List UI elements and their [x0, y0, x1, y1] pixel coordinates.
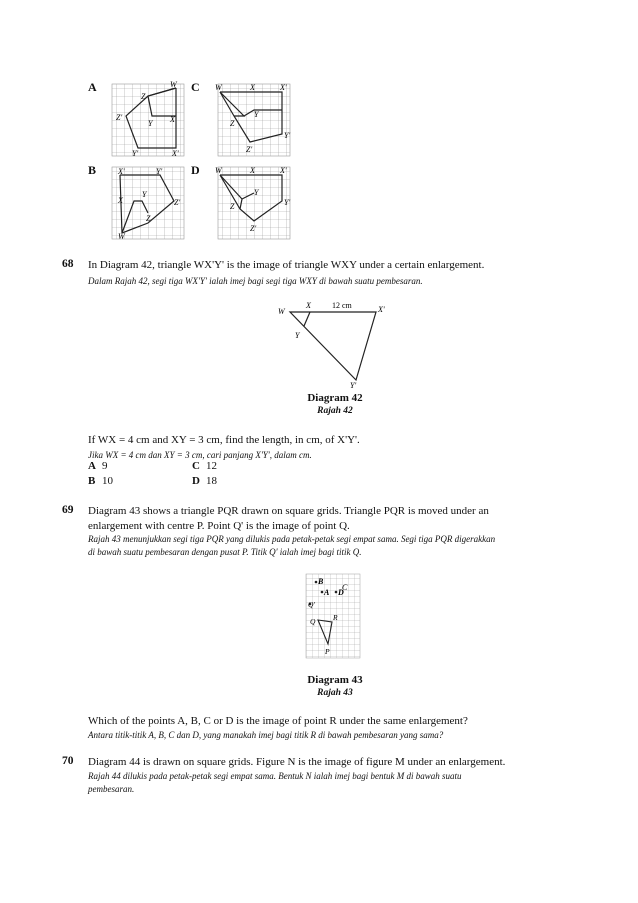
point-a: A [324, 588, 330, 597]
label-xp: X' [118, 167, 125, 176]
length-label: 12 cm [332, 301, 352, 310]
q67-option-c-label[interactable]: C [191, 80, 200, 94]
option-letter: A [88, 460, 96, 472]
q67-option-d-label[interactable]: D [191, 163, 200, 177]
label-x: X [118, 196, 123, 205]
label-z: Z [141, 92, 146, 101]
q70-text-en: Diagram 44 is drawn on square grids. Figure N is the image of figure M under an enlargement. [88, 756, 506, 768]
label-y: Y [254, 188, 259, 197]
label-y: Y [295, 331, 300, 340]
option-letter: C [192, 460, 200, 472]
q68-question-ms: Jika WX = 4 cm dan XY = 3 cm, cari panjang X'Y', dalam cm. [88, 450, 312, 460]
label-yp: Y' [284, 131, 291, 140]
q70-text-ms-2: pembesaran. [88, 784, 135, 794]
diagram-43-caption: Diagram 43 [307, 674, 363, 686]
label-zp: Z' [250, 224, 257, 233]
point-c: C [342, 583, 348, 592]
label-z: Z [146, 214, 151, 223]
diagram-43-caption-ms: Rajah 43 [317, 688, 353, 698]
label-x: X [306, 301, 311, 310]
q67-grid-b [108, 163, 192, 243]
label-x: X [250, 166, 255, 175]
label-y: Y [254, 110, 259, 119]
q67-grid-d [214, 163, 298, 243]
label-xp: X' [280, 166, 287, 175]
q69-text-ms-2: di bawah suatu pembesaran dengan pusat P. Titik Q' ialah imej bagi titik Q. [88, 547, 362, 557]
label-w: W [278, 307, 285, 316]
label-x: X [170, 115, 175, 124]
option-letter: D [192, 475, 200, 487]
point-r: R [333, 613, 338, 622]
q68-option-d[interactable] [192, 475, 217, 487]
option-letter: B [88, 475, 96, 487]
q68-text-ms: Dalam Rajah 42, segi tiga WX'Y' ialah imej bagi segi tiga WXY di bawah suatu pembesaran. [88, 276, 423, 286]
option-value: 10 [102, 475, 113, 487]
q68-question-en: If WX = 4 cm and XY = 3 cm, find the length, in cm, of X'Y'. [88, 434, 360, 446]
point-qp: Q' [308, 600, 316, 609]
label-zp: Z' [116, 113, 123, 122]
q69-text-en-1: Diagram 43 shows a triangle PQR drawn on square grids. Triangle PQR is moved under an [88, 505, 489, 517]
option-value: 12 [206, 460, 217, 472]
q67-grid-c [214, 80, 298, 160]
q69-number: 69 [62, 504, 74, 516]
q70-number: 70 [62, 755, 74, 767]
option-value: 9 [102, 460, 108, 472]
q67-option-a-label[interactable]: A [88, 80, 97, 94]
label-xp: X' [280, 83, 287, 92]
label-z: Z [230, 202, 235, 211]
q68-option-c[interactable] [192, 460, 217, 472]
q69-text-ms-1: Rajah 43 menunjukkan segi tiga PQR yang dilukis pada petak-petak segi empat sama. Segi tiga PQR digerakkan [88, 534, 496, 544]
q69-question-en: Which of the points A, B, C or D is the image of point R under the same enlargement? [88, 715, 468, 727]
diagram-42-caption: Diagram 42 [307, 392, 363, 404]
label-w: W [170, 80, 177, 89]
label-y: Y [142, 190, 147, 199]
point-q: Q [310, 617, 316, 626]
label-x: X [250, 83, 255, 92]
label-w: W [215, 83, 222, 92]
q68-text-en: In Diagram 42, triangle WX'Y' is the image of triangle WXY under a certain enlargement. [88, 259, 485, 271]
label-yp: Y' [350, 381, 357, 388]
q68-option-a[interactable] [88, 460, 108, 472]
q68-number: 68 [62, 258, 74, 270]
q69-text-en-2: enlargement with centre P. Point Q' is the image of point Q. [88, 520, 350, 532]
q68-option-b[interactable] [88, 475, 113, 487]
point-p: P [325, 647, 330, 656]
q67-grid-a [108, 80, 192, 160]
label-xp: X' [172, 149, 179, 158]
q69-question-ms: Antara titik-titik A, B, C dan D, yang manakah imej bagi titik R di bawah pembesaran yang sama? [88, 730, 444, 740]
label-z: Z [230, 119, 235, 128]
diagram-43 [300, 572, 364, 660]
label-w: W [215, 166, 222, 175]
label-yp: Y' [132, 149, 139, 158]
q67-option-b-label[interactable]: B [88, 163, 97, 177]
label-zp: Z' [246, 145, 253, 154]
label-zp: Z' [174, 198, 181, 207]
label-y: Y [148, 119, 153, 128]
label-yp: Y' [284, 198, 291, 207]
diagram-42-caption-ms: Rajah 42 [317, 406, 353, 416]
point-d: D [338, 588, 344, 597]
point-b: B [318, 577, 324, 586]
option-value: 18 [206, 475, 217, 487]
label-w: W [118, 232, 125, 241]
diagram-42 [270, 296, 400, 388]
q70-text-ms-1: Rajah 44 dilukis pada petak-petak segi empat sama. Bentuk N ialah imej bagi bentuk M di bawah suatu [88, 771, 462, 781]
label-xp: X' [378, 305, 385, 314]
label-yp: Y' [156, 167, 163, 176]
